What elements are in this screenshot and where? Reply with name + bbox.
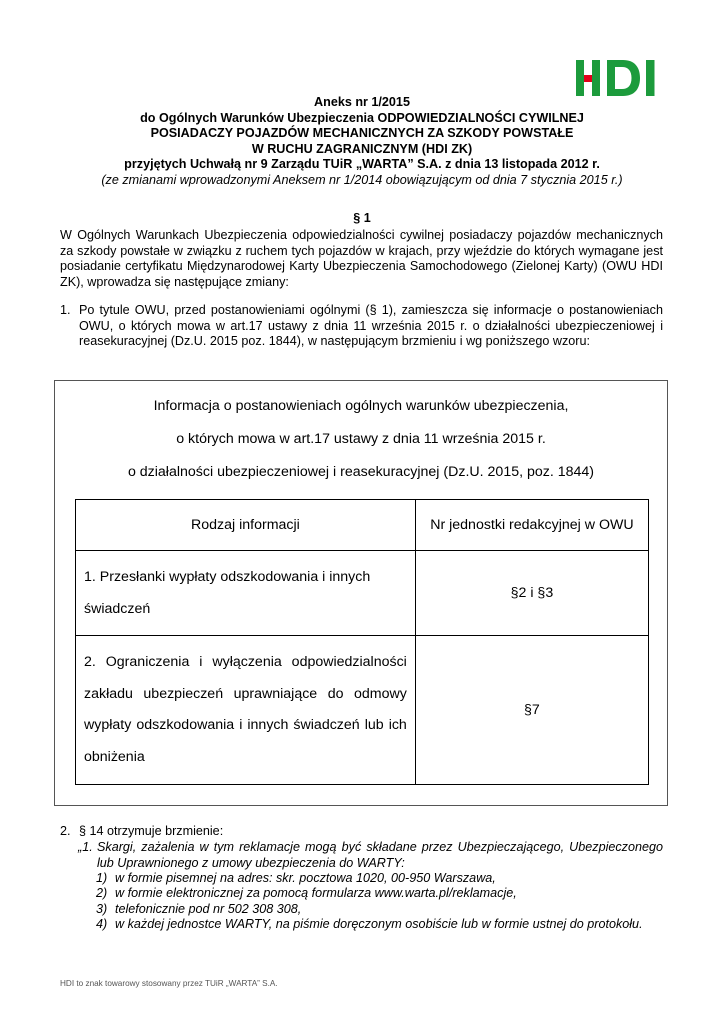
info-box-title-line-1: Informacja o postanowieniach ogólnych warunków ubezpieczenia, (153, 398, 569, 414)
list-item-number: 1) (96, 871, 108, 885)
amendments-note: (ze zmianami wprowadzonymi Aneksem nr 1/2014 obowiązującym od dnia 7 stycznia 2015 r.) (101, 172, 623, 187)
quoted-item-text: Skargi, zażalenia w tym reklamacje mogą być składane przez Ubezpieczającego, Ubezpieczonego lub Uprawnionego z umowy ubezpieczenia do WARTY: (97, 840, 663, 870)
complaint-channels-list (78, 871, 663, 933)
list-item (78, 886, 663, 901)
table-cell-info: 2. Ograniczenia i wyłączenia odpowiedzialności zakładu ubezpieczeń uprawniające do odmowy wypłaty odszkodowania i innych świadczeń lub ich obniżenia (76, 636, 416, 785)
item-number: 2. (60, 824, 71, 838)
table-row (76, 551, 649, 636)
footer-trademark-note: HDI to znak towarowy stosowany przez TUiR „WARTA” S.A. (60, 979, 278, 988)
info-box-title-line-2: o których mowa w art.17 ustawy z dnia 11 września 2015 r. (176, 431, 546, 447)
info-table (75, 499, 649, 785)
heading-line-2: do Ogólnych Warunków Ubezpieczenia ODPOWIEDZIALNOŚCI CYWILNEJ (140, 110, 584, 125)
heading-line-3: POSIADACZY POJAZDÓW MECHANICZNYCH ZA SZKODY POWSTAŁE (150, 126, 574, 140)
quoted-item-number: „1. (78, 840, 93, 854)
item-lead-text: § 14 otrzymuje brzmienie: (79, 824, 224, 838)
list-item-number: 4) (96, 917, 108, 932)
item-text: Po tytule OWU, przed postanowieniami ogólnymi (§ 1), zamieszcza się informacje o postanowieniach OWU, o których mowa w art.17 ustawy z dnia 11 września 2015 r. o działalności ubezpieczeniowej i reasekuracyjnej (Dz.U. 2015 poz. 1844), w następującym brzmieniu i wg poniższego wzoru: (79, 303, 663, 349)
item-number: 1. (60, 303, 71, 317)
table-cell-ref: §2 i §3 (415, 551, 648, 636)
table-header-cell: Nr jednostki redakcyjnej w OWU (415, 500, 648, 551)
list-item-1 (60, 303, 663, 350)
annex-title: Aneks nr 1/2015 (314, 95, 410, 109)
adoption-line: przyjętych Uchwałą nr 9 Zarządu TUiR „WARTA” S.A. z dnia 13 listopada 2012 r. (124, 157, 600, 171)
section-mark: § 1 (353, 211, 371, 225)
heading-line-4: W RUCHU ZAGRANICZNYM (HDI ZK) (251, 141, 473, 156)
intro-paragraph: W Ogólnych Warunkach Ubezpieczenia odpowiedzialności cywilnej posiadaczy pojazdów mechanicznych za szkody powstałe w związku z ruchem tych pojazdów w krajach, przy wjeździe do których wymagane jest posiadanie certyfikatu Międzynarodowej Karty Ubezpieczenia Samochodowego (Zielonej Karty) (OWU HDI ZK), wprowadza się następujące zmiany: (60, 228, 663, 289)
table-cell-ref: §7 (415, 636, 648, 785)
table-header-cell: Rodzaj informacji (76, 500, 416, 551)
list-item (78, 917, 663, 932)
info-box (54, 380, 668, 806)
list-item-text: w formie pisemnej na adres: skr. pocztowa 1020, 00-950 Warszawa, (115, 871, 496, 885)
list-item-text: w formie elektronicznej za pomocą formularza www.warta.pl/reklamacje, (115, 886, 517, 901)
list-item-text: telefonicznie pod nr 502 308 308, (115, 901, 302, 916)
list-item (78, 871, 663, 886)
hdi-logo-graphic (576, 60, 662, 96)
list-item-2 (60, 824, 663, 840)
quoted-paragraph (78, 840, 663, 871)
list-item (78, 902, 663, 917)
table-row (76, 636, 649, 785)
document-heading (60, 95, 664, 188)
info-box-title-line-3: o działalności ubezpieczeniowej i reasekuracyjnej (Dz.U. 2015, poz. 1844) (127, 464, 595, 480)
quoted-item (78, 840, 663, 871)
list-item-number: 2) (96, 886, 108, 901)
table-cell-info: 1. Przesłanki wypłaty odszkodowania i innych świadczeń (76, 551, 416, 636)
table-header-row (76, 500, 649, 551)
hdi-logo (576, 60, 662, 96)
list-item-text: w każdej jednostce WARTY, na piśmie doręczonym osobiście lub w formie ustnej do protokołu. (115, 917, 643, 932)
list-item-number: 3) (96, 901, 108, 916)
